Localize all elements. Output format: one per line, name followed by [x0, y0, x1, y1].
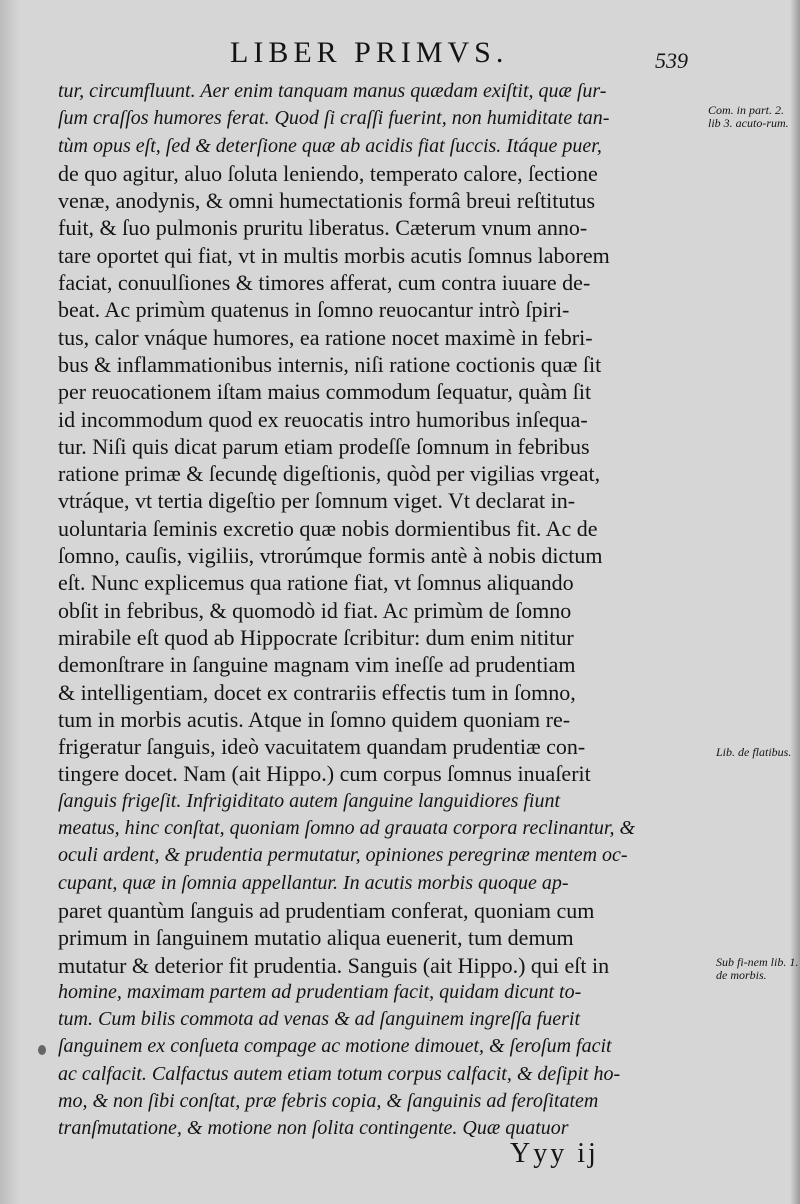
text-line: per reuocationem iſtam maius commodum ſequatur, quàm ſit — [58, 379, 592, 405]
text-line: venæ, anodynis, & omni humectationis formâ breui reſtitutus — [58, 188, 596, 214]
text-line: homine, maximam partem ad prudentiam facit, quidam dicunt to- — [58, 980, 582, 1003]
text-line: oculi ardent, & prudentia permutatur, opiniones peregrinæ mentem oc- — [58, 844, 628, 867]
text-line: ſanguis frigeſit. Infrigiditato autem ſanguine languidiores fiunt — [58, 789, 561, 812]
page-edge-shadow — [790, 0, 800, 1204]
text-line: tranſmutatione, & motione non ſolita contingente. Quæ quatuor — [58, 1117, 569, 1140]
text-line: fuit, & ſuo pulmonis pruritu liberatus. Cæterum vnum anno- — [58, 215, 588, 241]
text-line: obſit in febribus, & quomodò id fiat. Ac primùm de ſomno — [58, 597, 572, 623]
page-number: 539 — [655, 48, 688, 73]
text-line: tingere docet. Nam (ait Hippo.) cum corpus ſomnus inuaſerit — [58, 761, 591, 787]
text-line: vtráque, vt tertia digeſtio per ſomnum viget. Vt declarat in- — [58, 488, 576, 514]
margin-note: Com. in part. 2. lib 3. acuto-rum. — [708, 103, 789, 130]
text-line: & intelligentiam, docet ex contrariis effectis tum in ſomno, — [58, 679, 576, 705]
page-gutter-shadow — [0, 0, 20, 1204]
text-line: cupant, quæ in ſomnia appellantur. In acutis morbis quoque ap- — [58, 871, 569, 894]
ink-spot — [38, 1045, 46, 1055]
text-line: mo, & non ſibi conſtat, præ febris copia, & ſanguinis ad feroſitatem — [58, 1089, 599, 1112]
text-line: mirabile eſt quod ab Hippocrate ſcribitur: dum enim nititur — [58, 624, 574, 650]
text-line: tur. Niſi quis dicat parum etiam prodeſſe ſomnum in febribus — [58, 433, 590, 459]
text-line: id incommodum quod ex reuocatis intro humoribus inſequa- — [58, 406, 588, 432]
text-line: tur, circumfluunt. Aer enim tanquam manus quædam exiſtit, quæ ſur- — [58, 80, 607, 102]
text-line: ſanguinem ex conſueta compage ac motione dimouet, & ſeroſum facit — [58, 1035, 612, 1058]
text-line: demonſtrare in ſanguine magnam vim ineſſe ad prudentiam — [58, 652, 576, 678]
text-line: tum. Cum bilis commota ad venas & ad ſanguinem ingreſſa fuerit — [58, 1008, 581, 1031]
text-line: mutatur & deterior fit prudentia. Sanguis (ait Hippo.) qui eſt in — [58, 952, 610, 978]
signature-mark: Yyy ij — [510, 1138, 599, 1169]
text-line: tum in morbis acutis. Atque in ſomno quidem quoniam re- — [58, 706, 571, 732]
text-line: bus & inflammationibus internis, niſi ratione coctionis quæ ſit — [58, 351, 602, 377]
text-line: faciat, conuulſiones & timores afferat, cum contra iuuare de- — [58, 270, 591, 296]
text-line: tùm opus eſt, ſed & deterſione quæ ab acidis fiat ſuccis. Itáque puer, — [58, 134, 602, 157]
text-line: ratione primæ & ſecundę digeſtionis, quòd per vigilias vrgeat, — [58, 461, 601, 487]
margin-note: Lib. de flatibus. — [716, 745, 792, 759]
text-line: ac calfacit. Calfactus autem etiam totum corpus calfacit, & deſipit ho- — [58, 1062, 621, 1085]
text-line: tus, calor vnáque humores, ea ratione nocet maximè in febri- — [58, 324, 593, 350]
body-text — [58, 78, 708, 1143]
running-title: LIBER PRIMVS. — [230, 36, 509, 69]
text-line: ſum craſſos humores ferat. Quod ſi craſſi fuerint, non humiditate tan- — [58, 107, 610, 130]
text-line: meatus, hinc conſtat, quoniam ſomno ad grauata corpora reclinantur, & — [58, 817, 636, 840]
text-line: eſt. Nunc explicemus qua ratione fiat, vt ſomnus aliquando — [58, 570, 574, 596]
text-line: de quo agitur, aluo ſoluta leniendo, temperato calore, ſectione — [58, 160, 598, 186]
text-line: primum in ſanguinem mutatio aliqua euenerit, tum demum — [58, 925, 574, 951]
text-line: tare oportet qui fiat, vt in multis morbis acutis ſomnus laborem — [58, 242, 610, 268]
text-line: ſomno, cauſis, vigiliis, vtrorúmque formis antè à nobis dictum — [58, 543, 603, 569]
margin-note: Sub fi-nem lib. 1. de morbis. — [716, 955, 799, 982]
text-line: uoluntaria ſeminis excretio quæ nobis dormientibus fit. Ac de — [58, 515, 598, 541]
text-line: beat. Ac primùm quatenus in ſomno reuocantur intrò ſpiri- — [58, 297, 570, 323]
text-line: frigeratur ſanguis, ideò vacuitatem quandam prudentiæ con- — [58, 734, 586, 760]
text-line: paret quantùm ſanguis ad prudentiam conferat, quoniam cum — [58, 897, 595, 923]
page-header — [0, 36, 800, 76]
